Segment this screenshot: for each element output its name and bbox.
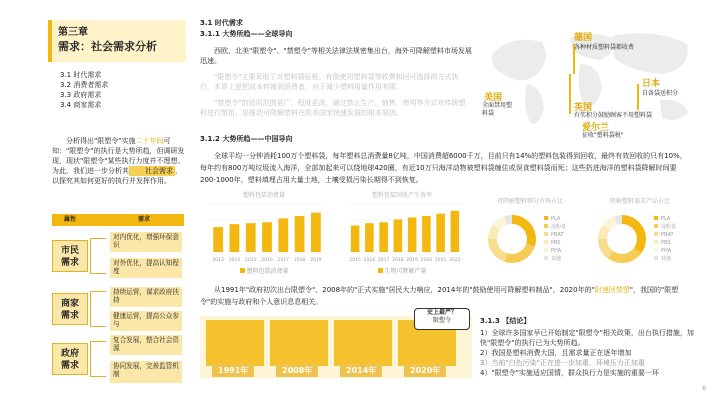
timeline-panel (270, 320, 328, 366)
country-text-uk: 有奖积分鼓励顾客不用塑料袋 (574, 112, 653, 119)
tick-label: 2018 (293, 258, 306, 263)
need-item: 健康运营，提高公众参与 (110, 311, 182, 331)
chapter-title: 需求：社会需求分析 (58, 40, 157, 53)
tick-label: 2016 (261, 258, 273, 263)
bar (262, 222, 272, 252)
year-label: 2008年 (276, 364, 318, 377)
history-text-a: 从1991年"政府初次出台限塑令"、2008年的"正式实施"居民大力响应，2014年的"鼓励使用可降解塑料制品"，2020年的" (214, 286, 595, 294)
bar (436, 214, 445, 252)
bar (278, 218, 288, 252)
legend-label: PBAT (661, 232, 674, 238)
row-attr: 政府 需求 (52, 343, 88, 375)
year-label: 2020年 (404, 364, 446, 377)
country-label-japan: 日本 (642, 79, 661, 89)
history-text-b: "，我国的"限塑令"的实施与政府和个人意识息息相关。 (200, 286, 679, 306)
tick-label: 2017 (377, 258, 390, 263)
bar-chart-svg (200, 200, 328, 264)
paragraph: "禁塑令"的适用范围更广、程度更深，通过禁止生产、销售、使用等方式对传统塑料进行禁用，是推动可降解塑料在欧美国家快速发展的根本原因。 (200, 99, 466, 117)
intro-highlight-chip: 社会需求 (129, 166, 175, 176)
bar (311, 213, 321, 252)
country-label-germany: 德国 (574, 33, 593, 43)
legend-label: PLA (551, 216, 561, 222)
table-header-need: 需求 (138, 216, 151, 223)
legend-swatch (544, 240, 548, 244)
tick-label: 2022 (449, 258, 461, 263)
bar (365, 223, 374, 252)
legend-label: 淀粉基 (551, 224, 567, 230)
country-text-japan: 自备袋送积分 (642, 90, 679, 97)
bar (246, 223, 256, 252)
legend-swatch (654, 248, 658, 252)
bar (422, 216, 431, 252)
legend-label: 淀粉基 (661, 224, 677, 230)
needs-row-merchant (52, 283, 184, 335)
row-attr: 商家 需求 (52, 293, 88, 325)
row-connector (90, 341, 106, 377)
tick-label: 2013 (212, 258, 224, 263)
toc-item[interactable]: 3.3 政府需求 (60, 91, 102, 99)
toc-item[interactable]: 3.4 商家需求 (60, 101, 102, 109)
bubble-subtext: 限塑令 (432, 317, 451, 324)
bar (295, 216, 305, 252)
pie-slice (512, 215, 536, 246)
legend-label: PBS (551, 240, 561, 246)
tick-label: 2017 (277, 258, 290, 263)
legend-label: PHA (661, 248, 672, 254)
pie-slice (488, 239, 507, 262)
legend-swatch (544, 232, 548, 236)
section-heading: 3.1 时代需求 (200, 19, 243, 27)
intro-part-3: ，以探究其如何更好的执行并发挥作用。 (52, 167, 182, 185)
intro-highlight: 二十年间 (135, 137, 164, 145)
intro-part-2: 可知："限塑令"的执行是大势所趋，但调研发现，现状"限塑令"某些执行力度并不理想。为此，我们进一步分析其 (52, 137, 185, 175)
chart-product-share (588, 198, 692, 272)
bar (213, 227, 223, 252)
page-number: 6 (702, 385, 706, 392)
bar (351, 226, 360, 252)
need-item: 持续运营，谋求政府扶持 (110, 287, 182, 307)
legend-label: PLA (661, 216, 671, 222)
history-paragraph (200, 284, 692, 308)
country-text-ireland: 征收"塑料袋税" (582, 132, 624, 139)
tick-label: 2014 (228, 258, 241, 263)
country-text-usa: 全面禁用塑料袋 (482, 102, 513, 117)
legend-label: PHA (551, 248, 562, 254)
chart-title: 降解塑料需求产品占比 (609, 198, 670, 205)
legend-swatch (544, 224, 548, 228)
paragraph: "限塑令"主要采取了对塑料袋征税、有偿使用塑料袋等收费和回可选择的方式执行，本质上是把成本转嫁到消费者，对于减少塑料用量作用有限。 (200, 73, 459, 91)
paragraph: 全球平均一分钟消耗100万个塑料袋，每年塑料总消费量8亿吨，中国消费超6000千万，目前只有14%的塑料包装得到回收，最终有效回收的只有10%，每年约有800万吨垃圾流入海洋，全部加起来可以绕地球420圈，有近10万只海洋动物被塑料袋缠住或误食塑料袋而死；这些扔进海洋的塑料袋降解时间要200-1000年，塑料填埋占用大量土地，土壤受损污染长期得不到恢复。 (200, 152, 687, 184)
tick-label: 2021 (434, 258, 447, 263)
tick-label: 2015 (244, 258, 257, 263)
conclusion-item: 1）全球许多国家早已开始制定"限塑令"相关政策，出台执行措施，加快"限塑令"的执行已为大势所趋。 (480, 329, 694, 347)
bubble-text: 史上最严？ (426, 309, 457, 316)
intro-paragraph (52, 136, 186, 186)
country-label-ireland: 爱尔兰 (582, 123, 610, 133)
need-item: 协同发展，完善监管机制 (110, 361, 182, 383)
chart-title: 塑料包装消费量 (242, 192, 285, 199)
tick-label: 2020 (420, 258, 433, 263)
intro-part-1: 分析得出"限塑令"实施 (66, 137, 136, 145)
history-highlight: 附速回禁塑 (594, 286, 630, 294)
legend-swatch (654, 224, 658, 228)
need-item: 对内优化，增强环保意识 (110, 232, 182, 252)
legend-swatch (654, 216, 658, 220)
legend-swatch (654, 256, 658, 260)
legend-label: 其他 (551, 256, 562, 262)
tick-label: 2016 (363, 258, 376, 263)
legend-swatch (544, 248, 548, 252)
country-label-uk: 英国 (574, 103, 593, 113)
bar (394, 219, 403, 252)
world-map (482, 14, 702, 142)
pie-chart-svg (588, 206, 692, 272)
needs-row-citizen (52, 230, 184, 282)
chart-legend (338, 268, 466, 276)
conclusion-item: 4）"限塑令"实施适应国情，群众执行力是实施的重要一环 (480, 369, 659, 377)
legend-label: 塑料包装消费量 (246, 268, 289, 275)
subsection-heading: 3.1.2 大势所趋——中国导向 (200, 135, 293, 143)
paragraph: 西欧、北美"限塑令"、"禁塑令"等相关法律法规密集出台，海外可降解塑料市场发展迅速。 (200, 47, 472, 65)
row-connector (90, 238, 106, 274)
bar (379, 222, 388, 252)
legend-label: PBAT (551, 232, 564, 238)
pie-slice (505, 244, 535, 263)
country-label-usa: 美国 (484, 93, 503, 103)
conclusion-heading: 3.1.3 【结论】 (480, 317, 531, 325)
chapter-accent-bar (48, 20, 52, 62)
toc (60, 70, 180, 110)
chart-title: 塑料包装回收产生效率 (371, 192, 432, 199)
chapter-number: 第三章 (58, 27, 88, 38)
pie-slice (622, 215, 646, 253)
timeline-panel (206, 320, 264, 366)
chart-title: 可降解塑料细分市场占比 (496, 198, 563, 205)
legend-label: PBS (661, 240, 671, 246)
toc-item[interactable]: 3.2 消费者需求 (60, 81, 109, 89)
bar (230, 224, 240, 252)
bar-chart-svg (338, 200, 466, 264)
row-attr: 市民 需求 (52, 240, 88, 272)
timeline-illustration (200, 309, 472, 378)
pie-slice (608, 248, 642, 263)
conclusion-item: 3）当前"白色污染"正在进一步加重，环境压力正加重 (480, 359, 645, 367)
chart-consumption (200, 192, 328, 275)
conclusion-list (480, 328, 694, 378)
tick-label: 2019 (406, 258, 418, 263)
tick-label: 2019 (310, 258, 322, 263)
legend-swatch (654, 232, 658, 236)
chart-recycling (338, 192, 466, 275)
country-text-germany: 各种材质塑料袋都收费 (574, 44, 635, 51)
need-item: 复合发展，整合社会资源 (110, 335, 182, 355)
legend-swatch (654, 240, 658, 244)
year-label: 1991年 (212, 364, 254, 377)
legend-swatch (544, 216, 548, 220)
needs-row-government (52, 333, 184, 387)
legend-swatch (544, 256, 548, 260)
table-header-attr: 属性 (64, 216, 77, 223)
timeline-panel (334, 320, 392, 366)
chart-market-share (478, 198, 582, 272)
legend-label: 生物可降解产量 (384, 268, 427, 275)
subsection-heading: 3.1.1 大势所趋——全球导向 (200, 30, 293, 38)
year-label: 2014年 (340, 364, 382, 377)
legend-label: 其他 (661, 256, 672, 262)
pie-chart-svg (478, 206, 582, 272)
tick-label: 2018 (392, 258, 404, 263)
speech-bubble (414, 308, 470, 330)
need-item: 对外优化，提高认知程度 (110, 258, 182, 278)
tick-label: 2015 (349, 258, 361, 263)
row-connector (90, 291, 106, 327)
chart-legend (200, 268, 328, 276)
bar (408, 217, 417, 252)
bar (451, 211, 460, 252)
toc-item[interactable]: 3.1 时代需求 (60, 71, 102, 79)
conclusion-item: 2）我国是塑料消费大国，且需求量正在逐年增加 (480, 349, 632, 357)
